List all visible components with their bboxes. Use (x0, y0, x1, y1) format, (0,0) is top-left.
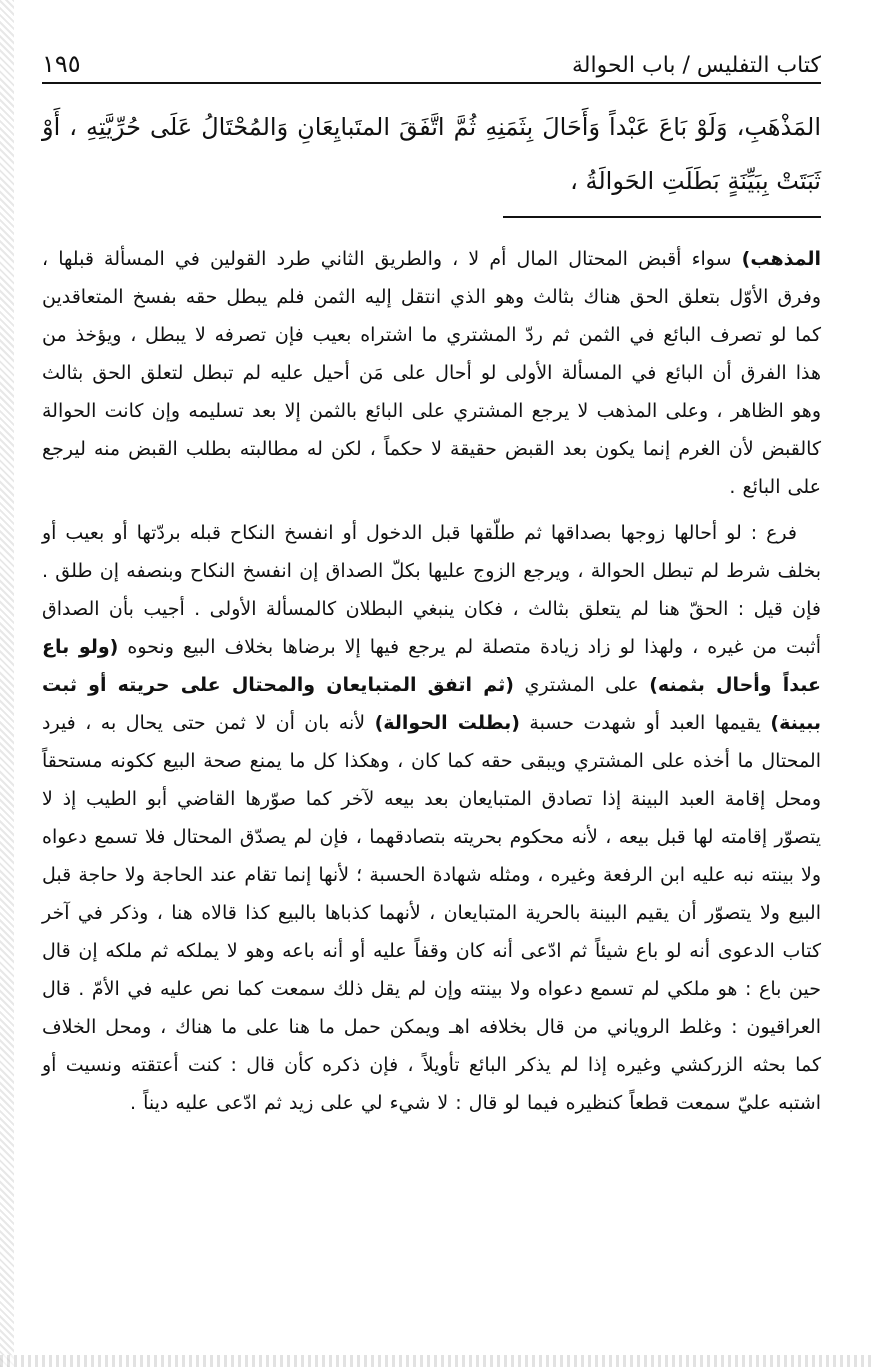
matn-text-block (42, 100, 821, 208)
scan-edge-left (0, 0, 14, 1367)
matn-paragraph: المَذْهَبِ، وَلَوْ بَاعَ عَبْداً وَأَحَالَ بِثَمَنِهِ ثُمَّ اتَّفَقَ المتَبايِعَانِ وَالمُحْتَالُ عَلَى حُرِّيَّتِهِ ، أَوْ ثَبَتَتْ بِبَيِّنَةٍ بَطَلَتِ الحَوالَةُ ، (42, 113, 821, 195)
sharh-commentary-block (42, 240, 821, 1122)
running-head: كتاب التفليس / باب الحوالة (572, 53, 821, 78)
scan-edge-bottom (0, 1355, 873, 1367)
separator-rule (503, 216, 821, 218)
sharh-text: يقيمها العبد أو شهدت حسبة (519, 712, 771, 734)
page-number: ١٩٥ (42, 50, 81, 78)
sharh-paragraph-2 (42, 514, 821, 1122)
sharh-bold-lead: المذهب) (741, 248, 821, 270)
sharh-paragraph-1 (42, 240, 821, 506)
matn-quote-2: (ثم اتفق المتبايعان والمحتال على حريته أو ثبت ببينة) (42, 674, 821, 734)
matn-quote-1: (ولو باع عبداً وأحال بثمنه) (42, 636, 821, 696)
page-header (42, 38, 821, 78)
matn-quote-3: (بطلت الحوالة) (374, 712, 520, 734)
sharh-text: على المشتري (513, 674, 650, 696)
header-rule (42, 82, 821, 84)
sharh-text: لأنه بان أن لا ثمن حتى يحال به ، فيرد المحتال ما أخذه على المشتري ويبقى حقه كما كان ، وهكذا كل ما يمنع صحة البيع ككونه مستحقاً ومحل إقامة العبد البينة إذا تصادق المتبايعان بعد بيعه لآخر كما صوّرها القاضي أبو الطيب إذ لا يتصوّر إقامته لها قبل بيعه ، لأنه محكوم بحريته بتصادقهما ، فإن لم يصدّق المحتال فلا تسمع دعواه ولا بينته نبه عليه ابن الرفعة وغيره ، ومثله شهادة الحسبة ؛ لأنها إنما تقام عند الحاجة ولا حاجة قبل البيع ولا يتصوّر أن يقيم البينة بالحرية المتبايعان ، لأنهما كذباها بالبيع كذا قالاه هنا ، وذكر في آخر كتاب الدعوى أنه لو باع شيئاً ثم ادّعى أنه كان وقفاً عليه أو أنه باعه وهو لا يملكه ثم ملكه إن قال حين باع : هو ملكي لم تسمع دعواه ولا بينته وإن لم يقل ذلك سمعت كما نص عليه في الأمّ . قال العراقيون : وغلط الروياني من قال بخلافه اهـ ويمكن حمل ما هنا على ما هناك ، ومحل الخلاف كما بحثه الزركشي وغيره إذا لم يذكر البائع تأويلاً ، فإن ذكره كأن قال : كنت أعتقته ونسيت أو اشتبه عليّ سمعت قطعاً كنظيره فيما لو قال : لا شيء لي على زيد ثم ادّعى عليه ديناً . (42, 712, 821, 1114)
sharh-text: سواء أقبض المحتال المال أم لا ، والطريق الثاني طرد القولين في المسألة قبلها ، وفرق الأوّل بتعلق الحق هناك بثالث وهو الذي انتقل إليه الثمن فلم يبطل حقه بفسخ المتعاقدين كما لو تصرف البائع في الثمن ثم ردّ المشتري ما اشتراه بعيب فإن تصرفه لا يبطل ، ويؤخذ من هذا الفرق أن البائع في المسألة الأولى لو أحال على مَن أحيل عليه لم تبطل لتعلق الحق بثالث وهو الظاهر ، وعلى المذهب لا يرجع المشتري على البائع بالثمن إلا بعد تسليمه وإن كانت الحوالة كالقبض لأن الغرم إنما يكون بعد القبض حقيقة لا حكماً ، لكن له مطالبته بطلب القبض منه ليرجع على البائع . (42, 248, 821, 498)
sharh-text: فرع : لو أحالها زوجها بصداقها ثم طلّقها قبل الدخول أو انفسخ النكاح قبله بردّتها أو بعيب أو بخلف شرط لم تبطل الحوالة ، ويرجع الزوج عليها بكلّ الصداق إن انفسخ النكاح وبنصفه إن طلق . فإن قيل : الحقّ هنا لم يتعلق بثالث ، فكان ينبغي البطلان كالمسألة الأولى . أجيب بأن الصداق أثبت من غيره ، ولهذا لو زاد زيادة متصلة لم يرجع فيها إلا برضاها بخلاف البيع ونحوه (42, 522, 821, 658)
